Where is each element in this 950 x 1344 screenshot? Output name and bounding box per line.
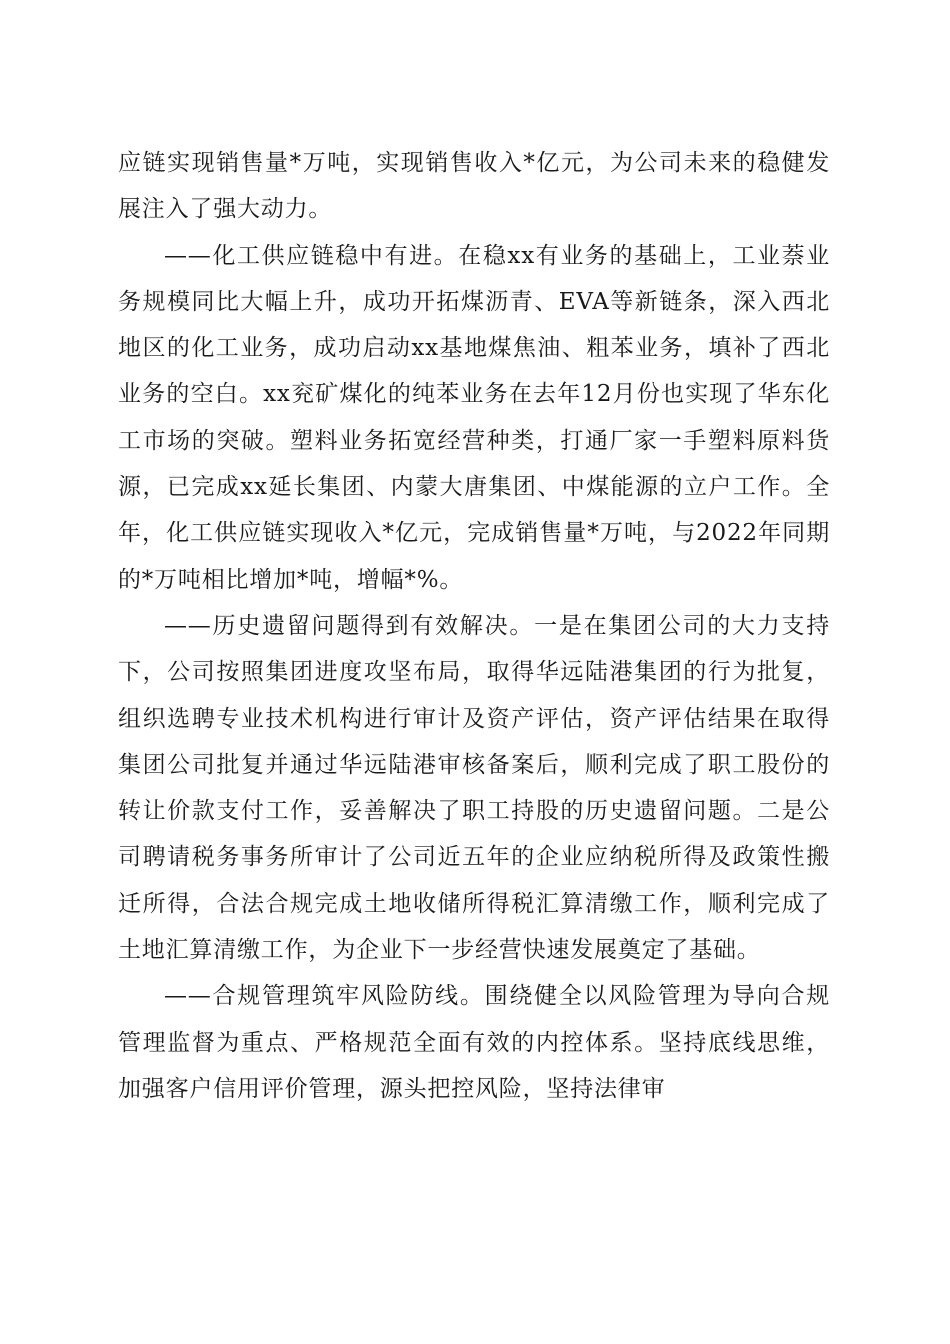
paragraph-chemical-supply-chain: ——化工供应链稳中有进。在稳xx有业务的基础上，工业萘业务规模同比大幅上升，成功开拓煤沥青、EVA等新链条，深入西北地区的化工业务，成功启动xx基地煤焦油、粗苯业务，填补了西北业务的空白。xx兖矿煤化的纯苯业务在去年12月份也实现了华东化工市场的突破。塑料业务拓宽经营种类，打通厂家一手塑料原料货源，已完成xx延长集团、内蒙大唐集团、中煤能源的立户工作。全年，化工供应链实现收入*亿元，完成销售量*万吨，与2022年同期的*万吨相比增加*吨，增幅*%。 [118,242,830,593]
paragraph-continuation: 应链实现销售量*万吨，实现销售收入*亿元，为公司未来的稳健发展注入了强大动力。 [118,150,830,223]
paragraph-historical-issues: ——历史遗留问题得到有效解决。一是在集团公司的大力支持下，公司按照集团进度攻坚布局，取得华远陆港集团的行为批复，组织选聘专业技术机构进行审计及资产评估，资产评估结果在取得集团公司批复并通过华远陆港审核备案后，顺利完成了职工股份的转让价款支付工作，妥善解决了职工持股的历史遗留问题。二是公司聘请税务事务所审计了公司近五年的企业应纳税所得及政策性搬迁所得，合法合规完成土地收储所得税汇算清缴工作，顺利完成了土地汇算清缴工作，为企业下一步经营快速发展奠定了基础。 [118,612,830,964]
paragraph-compliance-management: ——合规管理筑牢风险防线。围绕健全以风险管理为导向合规管理监督为重点、严格规范全面有效的内控体系。坚持底线思维，加强客户信用评价管理，源头把控风险，坚持法律审 [118,983,830,1102]
document-body [118,140,830,1112]
